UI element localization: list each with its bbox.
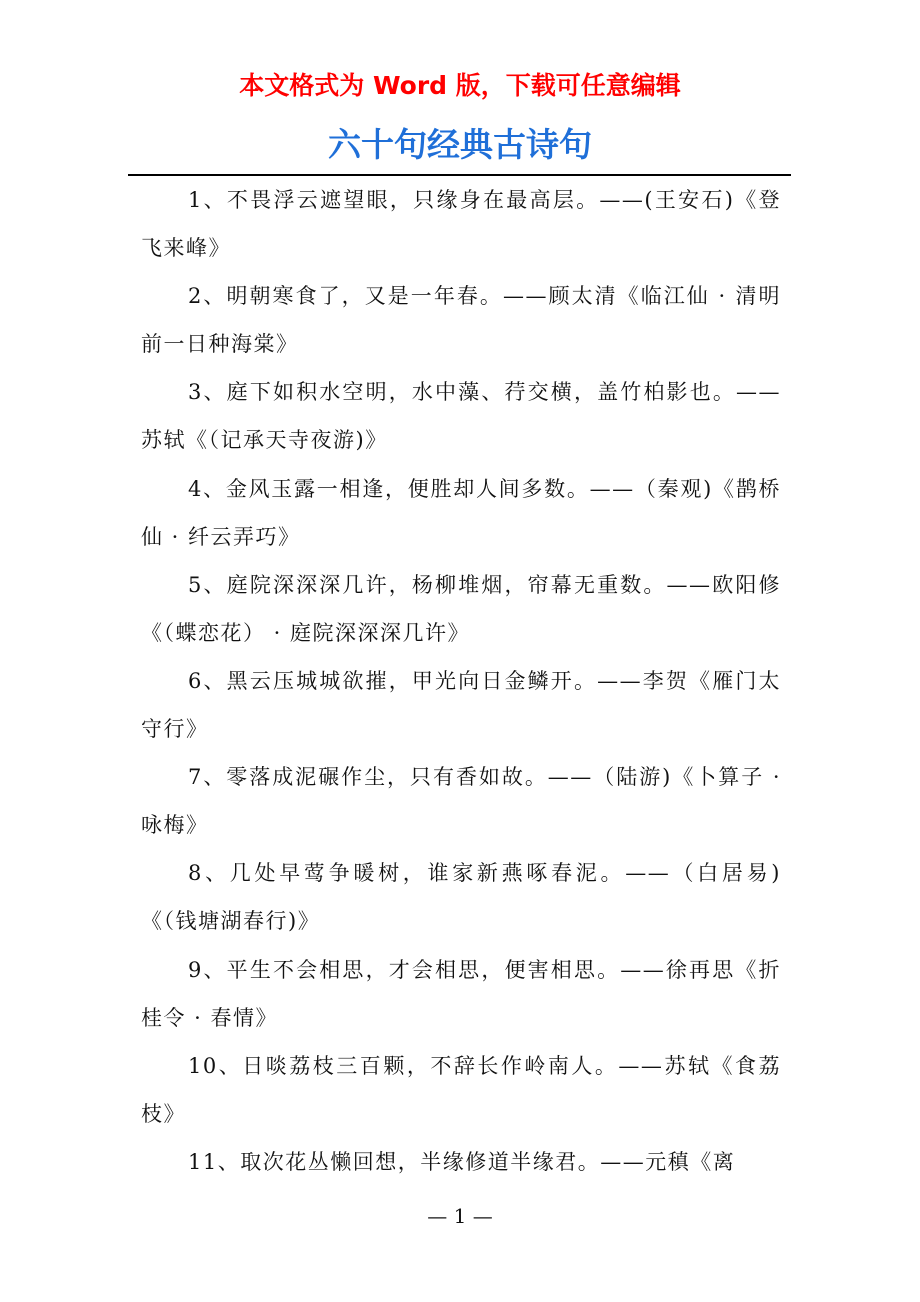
- poem-line-5: 5、庭院深深深几许，杨柳堆烟，帘幕无重数。——欧阳修《（蝶恋花） · 庭院深深深几许》: [141, 572, 781, 645]
- poem-line-1: 1、不畏浮云遮望眼，只缘身在最高层。——(王安石)《登飞来峰》: [141, 188, 781, 261]
- page-number: — 1 —: [427, 1204, 493, 1228]
- poem-line-6: 6、黑云压城城欲摧，甲光向日金鳞开。——李贺《雁门太守行》: [141, 668, 781, 742]
- poem-line-7: 7、零落成泥碾作尘，只有香如故。——（陆游)《卜算子 · 咏梅》: [141, 765, 781, 838]
- poem-list: [141, 176, 781, 1186]
- document-title: 六十句经典古诗句: [328, 125, 592, 164]
- poem-line-8: 8、几处早莺争暖树，谁家新燕啄春泥。——（白居易)《（钱塘湖春行)》: [141, 861, 781, 934]
- poem-line-2: 2、明朝寒食了，又是一年春。——顾太清《临江仙 · 清明前一日种海棠》: [141, 284, 781, 357]
- poem-line-3: 3、庭下如积水空明，水中藻、荇交横，盖竹柏影也。——苏轼《（记承天寺夜游)》: [141, 380, 781, 453]
- poem-line-9: 9、平生不会相思，才会相思，便害相思。——徐再思《折桂令 · 春情》: [141, 957, 781, 1030]
- format-notice-banner: 本文格式为 Word 版，下载可任意编辑: [239, 71, 681, 100]
- poem-line-10: 10、日啖荔枝三百颗，不辞长作岭南人。——苏轼《食荔枝》: [141, 1053, 781, 1126]
- poem-line-11: 11、取次花丛懒回想，半缘修道半缘君。——元稹《离: [188, 1149, 736, 1174]
- poem-line-4: 4、金风玉露一相逢，便胜却人间多数。——（秦观)《鹊桥仙 · 纤云弄巧》: [141, 476, 781, 549]
